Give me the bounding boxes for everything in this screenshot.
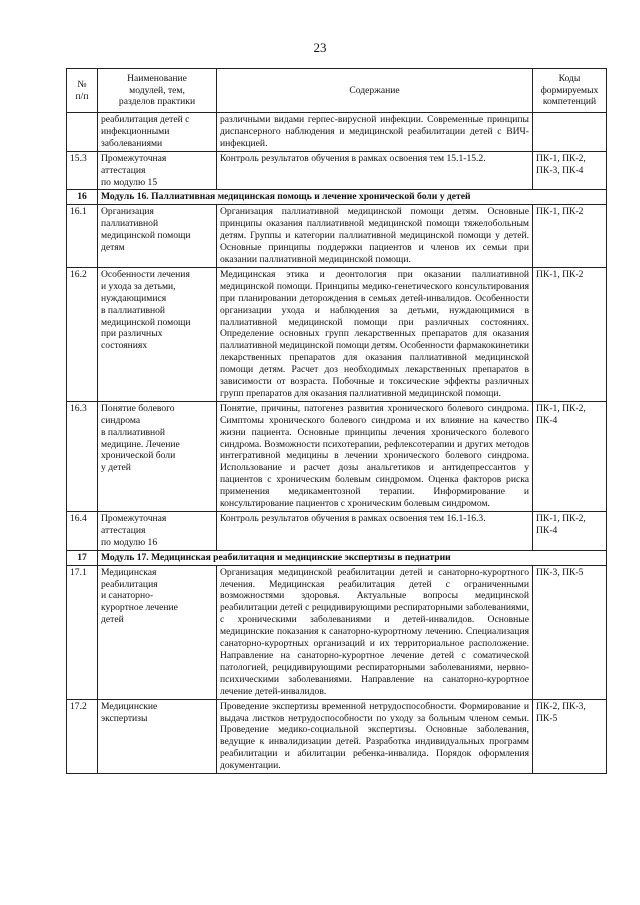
row-codes: ПК-3, ПК-5 bbox=[533, 565, 607, 699]
table-row bbox=[67, 512, 607, 551]
table-row bbox=[67, 267, 607, 401]
curriculum-table bbox=[66, 68, 607, 774]
row-content: Организация паллиативной медицинской помощи детям. Основные принципы оказания паллиативной медицинской помощи тяжелобольным детям. Группы и категории паллиативной медицинской помощи у детей. Основные принципы поддержки пациентов и членов их семьи при оказании паллиативной медицинской помощи. bbox=[217, 205, 533, 268]
row-name: Организация паллиативной медицинской помощи детям bbox=[98, 205, 217, 268]
table-row bbox=[67, 699, 607, 773]
module-num: 16 bbox=[67, 190, 98, 205]
row-name: Медицинские экспертизы bbox=[98, 699, 217, 773]
table-row bbox=[67, 565, 607, 699]
row-codes: ПК-2, ПК-3, ПК-5 bbox=[533, 699, 607, 773]
row-name: реабилитация детей с инфекционными заболеваниями bbox=[98, 113, 217, 152]
row-name: Промежуточная аттестация по модулю 16 bbox=[98, 512, 217, 551]
row-content: Понятие, причины, патогенез развития хронического болевого синдрома. Симптомы хронического болевого синдрома и их влияние на качество жизни пациента. Основные принципы лечения хронического болевого синдрома. Возможности психотерапии, рефлексотерапии и других методов интегративной медицины в лечении хронического болевого синдрома. Использование и расчет дозы анальгетиков и антидепрессантов у пациентов с хроническим болевым синдромом. Оценка факторов риска применения медикаментозной терапии. Информирование и консультирование пациентов с хроническим болевым синдромом. bbox=[217, 401, 533, 511]
row-name: Понятие болевого синдрома в паллиативной медицине. Лечение хронической боли у детей bbox=[98, 401, 217, 511]
row-name: Промежуточная аттестация по модулю 15 bbox=[98, 151, 217, 190]
table-row bbox=[67, 113, 607, 152]
module-row bbox=[67, 550, 607, 565]
page-number: 23 bbox=[313, 40, 327, 55]
module-title: Модуль 16. Паллиативная медицинская помощь и лечение хронической боли у детей bbox=[98, 190, 607, 205]
row-codes: ПК-1, ПК-2, ПК-4 bbox=[533, 512, 607, 551]
row-name: Особенности лечения и ухода за детьми, нуждающимися в паллиативной медицинской помощи при различных состояниях bbox=[98, 267, 217, 401]
row-codes: ПК-1, ПК-2 bbox=[533, 205, 607, 268]
header-content: Содержание bbox=[217, 69, 533, 113]
row-num bbox=[67, 113, 98, 152]
row-codes bbox=[533, 113, 607, 152]
row-num: 16.3 bbox=[67, 401, 98, 511]
module-title: Модуль 17. Медицинская реабилитация и медицинские экспертизы в педиатрии bbox=[98, 550, 607, 565]
row-num: 17.1 bbox=[67, 565, 98, 699]
module-row bbox=[67, 190, 607, 205]
table-row bbox=[67, 151, 607, 190]
row-codes: ПК-1, ПК-2, ПК-4 bbox=[533, 401, 607, 511]
row-content: Контроль результатов обучения в рамках освоения тем 16.1-16.3. bbox=[217, 512, 533, 551]
row-num: 17.2 bbox=[67, 699, 98, 773]
header-codes: Коды формируемых компетенций bbox=[533, 69, 607, 113]
row-content: Организация медицинской реабилитации детей и санаторно-курортного лечения. Медицинская реабилитация детей с ограниченными возможностями здоровья. Актуальные вопросы медицинской реабилитации детей с рецидивирующими респираторными заболеваниями, с хроническими заболеваниями и детей-инвалидов. Основные медицинские показания к санаторно-курортному лечению. Специализация санаторно-курортных организаций и их территориальное расположение. Направление на санаторно-курортное лечение детей с соматической патологией, рецидивирующими респираторными заболеваниями, нервно-психическими заболеваниями. Направление на санаторно-курортное лечение детей-инвалидов. bbox=[217, 565, 533, 699]
module-num: 17 bbox=[67, 550, 98, 565]
table-header-row bbox=[67, 69, 607, 113]
table-row bbox=[67, 401, 607, 511]
row-content: Медицинская этика и деонтология при оказании паллиативной медицинской помощи. Принципы медико-генетического консультирования при планировании деторождения в семьях детей-инвалидов. Особенности организации ухода и наблюдения за детьми, нуждающимися в паллиативной медицинской помощи при различных состояниях. Определение основных групп лекарственных препаратов для оказания паллиативной медицинской помощи детям. Особенности фармакокинетики лекарственных препаратов для оказания паллиативной медицинской помощи детям. Расчет доз необходимых лекарственных препаратов в зависимости от возраста. Побочные и токсические эффекты различных групп препаратов для оказания паллиативной медицинской помощи. bbox=[217, 267, 533, 401]
row-codes: ПК-1, ПК-2, ПК-3, ПК-4 bbox=[533, 151, 607, 190]
table-row bbox=[67, 205, 607, 268]
row-content: Контроль результатов обучения в рамках освоения тем 15.1-15.2. bbox=[217, 151, 533, 190]
row-content: различными видами герпес-вирусной инфекции. Современные принципы диспансерного наблюдения и медицинской реабилитации детей с ВИЧ-инфекцией. bbox=[217, 113, 533, 152]
row-num: 16.1 bbox=[67, 205, 98, 268]
row-codes: ПК-1, ПК-2 bbox=[533, 267, 607, 401]
header-name: Наименование модулей, тем, разделов практики bbox=[98, 69, 217, 113]
row-num: 15.3 bbox=[67, 151, 98, 190]
row-name: Медицинская реабилитация и санаторно- курортное лечение детей bbox=[98, 565, 217, 699]
row-num: 16.2 bbox=[67, 267, 98, 401]
header-num: № п/п bbox=[67, 69, 98, 113]
row-num: 16.4 bbox=[67, 512, 98, 551]
row-content: Проведение экспертизы временной нетрудоспособности. Формирование и выдача листков нетрудоспособности по уходу за больным членом семьи. Проведение медико-социальной экспертизы. Основные заболевания, ведущие к инвалидизации детей. Разработка индивидуальных программ реабилитации и абилитации ребенка-инвалида. Порядок оформления документации. bbox=[217, 699, 533, 773]
